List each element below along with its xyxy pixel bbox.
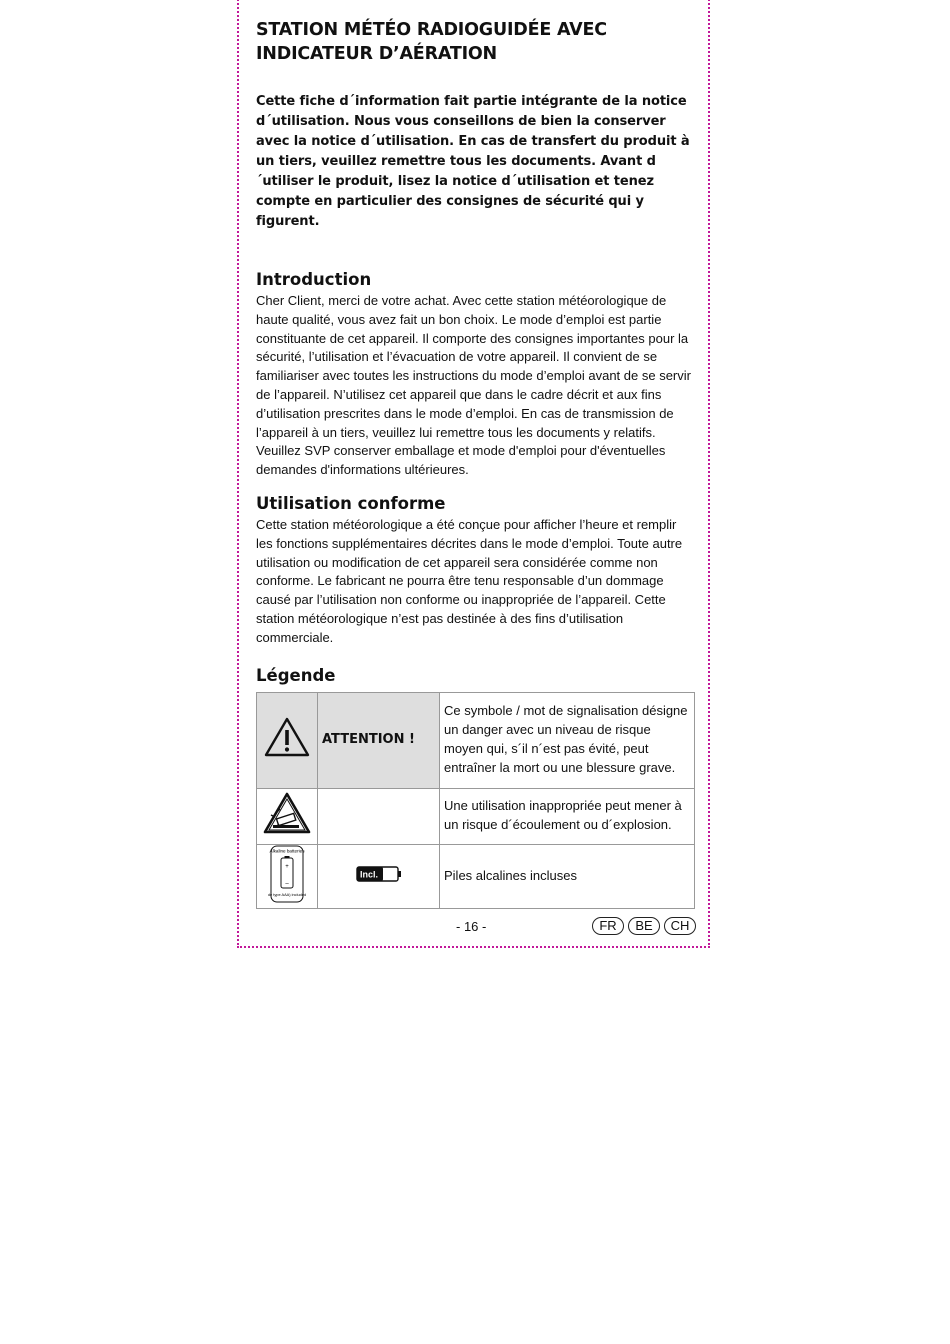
legend-icon-cell (257, 788, 318, 844)
incl-label: Incl. (359, 869, 378, 880)
warning-triangle-icon (263, 716, 311, 758)
country-badge-be: BE (628, 917, 660, 935)
battery-included-cell (318, 844, 440, 909)
signal-word-cell (318, 692, 440, 788)
legend-icon-cell (257, 692, 318, 788)
battery-explosion-warning-icon (262, 791, 312, 835)
signal-word-cell (318, 788, 440, 844)
page-number: - 16 - (456, 919, 487, 934)
legend-icon-cell (257, 844, 318, 909)
legend-description: Piles alcalines incluses (440, 844, 695, 909)
legend-description: Une utilisation inappropriée peut mener à un risque d´écoulement ou d´explosion. (440, 788, 695, 844)
battery-included-icon (356, 866, 402, 882)
legend-row (257, 692, 695, 788)
alkaline-batteries-icon (267, 845, 307, 903)
legend-table (256, 692, 695, 910)
introduction-heading: Introduction (256, 270, 372, 289)
usage-text: Cette station météorologique a été conçue pour afficher l’heure et remplir les fonctions supplémentaires décrites dans le mode d’emploi. Toute autre utilisation ou modification de cet appareil sera considérée comme non conforme. Le fabricant ne pourra être tenu responsable d’un dommage causé par l’utilisation non conforme ou inappropriée de l’appareil. Cette station météorologique n’est pas destinée à des fins d’utilisation commerciale. (256, 516, 683, 645)
country-badge-fr: FR (592, 917, 624, 935)
signal-word: ATTENTION ! (322, 732, 415, 748)
intro-notice: Cette fiche d´information fait partie intégrante de la notice d´utilisation. Nous vous conseillons de bien la conserver avec la notice d´utilisation. En cas de transfert du produit à un tiers, veuillez remettre tous les documents. Avant d´utiliser le produit, lisez la notice d´utilisation et tenez compte en particulier des consignes de sécurité qui y figurent. (256, 94, 690, 229)
legend-description: Ce symbole / mot de signalisation désigne un danger avec un niveau de risque moyen qui, s´il n´est pas évité, peut entraîner la mort ou une blessure grave. (440, 692, 695, 788)
svg-text:–: – (285, 880, 289, 887)
svg-text:+: + (285, 863, 289, 870)
page-content (256, 18, 696, 909)
battery-label-top: Alkaline batteries (269, 848, 305, 854)
introduction-text: Cher Client, merci de votre achat. Avec cette station météorologique de haute qualité, vous avez fait un bon choix. Le mode d’emploi est partie constituante de cet appareil. Il comporte des consignes importantes pour la sécurité, l’utilisation et l’évacuation de votre appareil. Il convient de se familiariser avec toutes les instructions du mode d’emploi avant de se servir de l’appareil. N’utilisez cet appareil que dans le cadre décrit et aux fins d’utilisation prescrites dans le mode d’emploi. En cas de transmission de l’appareil à un tiers, veuillez lui remettre tous les documents y relatifs. Veuillez SVP conserver emballage et mode d'emploi pour d'éventuelles demandes d'informations ultérieures. (256, 293, 691, 478)
page-footer (256, 916, 696, 938)
legend-row (257, 788, 695, 844)
legend-heading: Légende (256, 665, 336, 685)
country-badge-ch: CH (664, 917, 696, 935)
country-badges (592, 917, 696, 935)
legend-row (257, 844, 695, 909)
battery-label-bottom: de type AAA) included (267, 891, 307, 897)
usage-heading: Utilisation conforme (256, 493, 446, 513)
document-title: STATION MÉTÉO RADIOGUIDÉE AVEC INDICATEUR D’AÉRATION (256, 20, 607, 64)
